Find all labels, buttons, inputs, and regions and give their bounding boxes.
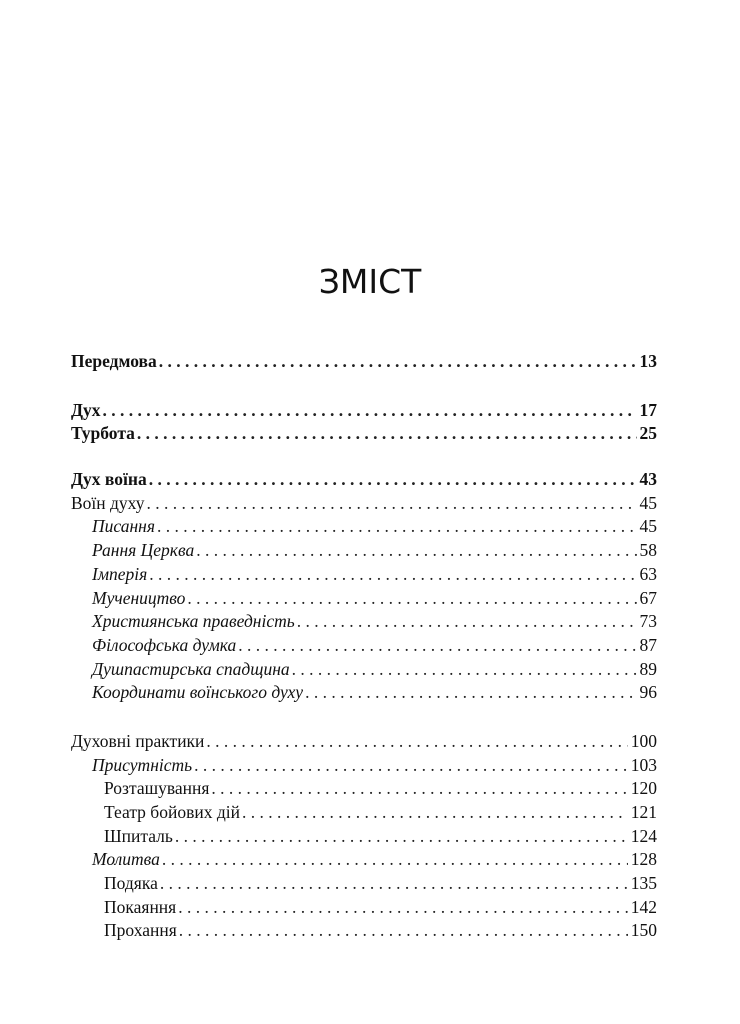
toc-entry[interactable]: [71, 777, 657, 801]
toc-label: Дух воїна: [71, 469, 147, 490]
toc-label: Театр бойових дій: [104, 802, 240, 822]
toc-label: Християнська праведність: [92, 611, 295, 632]
dot-leader: [196, 539, 636, 563]
toc-entry[interactable]: [71, 422, 657, 446]
toc-page: 103: [630, 754, 657, 775]
toc-label: Присутність: [92, 754, 193, 775]
toc-entry[interactable]: [71, 492, 657, 516]
toc-entry[interactable]: [71, 350, 657, 374]
toc-page: 100: [630, 730, 657, 751]
dot-leader: [137, 422, 637, 446]
toc-entry[interactable]: [71, 634, 657, 658]
toc-label: Воїн духу: [71, 492, 145, 513]
dot-leader: [160, 872, 628, 896]
dot-leader: [175, 825, 628, 849]
toc-entry[interactable]: [71, 848, 657, 872]
toc-page: 120: [630, 778, 657, 799]
dot-leader: [238, 634, 636, 658]
dot-leader: [187, 587, 636, 611]
page-title: ЗМІСТ: [318, 262, 422, 301]
toc-page: 43: [639, 469, 657, 490]
toc-label: Турбота: [71, 423, 135, 444]
toc-label: Писання: [92, 516, 155, 537]
table-of-contents: [71, 350, 657, 943]
toc-page: 135: [630, 873, 657, 894]
toc-label: Координати воїнського духу: [92, 682, 304, 703]
dot-leader: [178, 896, 628, 920]
toc-entry[interactable]: [71, 919, 657, 943]
toc-page: 67: [639, 587, 657, 608]
toc-label: Дух: [71, 399, 101, 420]
dot-leader: [149, 563, 636, 587]
toc-entry[interactable]: [71, 539, 657, 563]
dot-leader: [194, 754, 628, 778]
toc-entry[interactable]: [71, 730, 657, 754]
toc-label: Розташування: [104, 778, 210, 799]
dot-leader: [206, 730, 627, 754]
dot-leader: [179, 919, 628, 943]
dot-leader: [147, 492, 637, 516]
toc-label: Духовні практики: [71, 730, 205, 751]
toc-entry[interactable]: [71, 896, 657, 920]
toc-label: Молитва: [92, 849, 160, 870]
toc-label: Покаяння: [104, 896, 177, 917]
toc-page: 73: [639, 611, 657, 632]
toc-page: 150: [630, 920, 657, 941]
toc-entry[interactable]: [71, 825, 657, 849]
toc-entry[interactable]: [71, 658, 657, 682]
toc-label: Мучеництво: [92, 587, 186, 608]
dot-leader: [305, 681, 636, 705]
dot-leader: [157, 515, 637, 539]
toc-page: 45: [639, 516, 657, 537]
dot-leader: [211, 777, 627, 801]
toc-entry[interactable]: [71, 399, 657, 423]
toc-entry[interactable]: [71, 587, 657, 611]
toc-entry[interactable]: [71, 872, 657, 896]
toc-entry[interactable]: [71, 610, 657, 634]
toc-page: 87: [639, 634, 657, 655]
dot-leader: [159, 350, 637, 374]
toc-page: 17: [639, 399, 657, 420]
toc-label: Подяка: [104, 873, 158, 894]
toc-entry[interactable]: [71, 563, 657, 587]
toc-page: 124: [630, 825, 657, 846]
dot-leader: [292, 658, 637, 682]
toc-label: Прохання: [104, 920, 177, 941]
toc-entry[interactable]: [71, 468, 657, 492]
toc-label: Філософська думка: [92, 634, 237, 655]
toc-page: 63: [639, 563, 657, 584]
toc-page: 89: [639, 658, 657, 679]
toc-label: Імперія: [92, 563, 148, 584]
toc-page: 13: [639, 351, 657, 371]
toc-page: 58: [639, 540, 657, 561]
toc-label: Душпастирська спадщина: [92, 658, 290, 679]
toc-label: Шпиталь: [104, 825, 173, 846]
toc-page: 128: [630, 849, 657, 870]
toc-page: 121: [630, 802, 657, 822]
dot-leader: [242, 801, 628, 825]
dot-leader: [162, 848, 628, 872]
toc-entry[interactable]: [71, 681, 657, 705]
toc-label: Рання Церква: [92, 540, 195, 561]
dot-leader: [297, 610, 637, 634]
toc-page: 96: [639, 682, 657, 703]
toc-entry[interactable]: [71, 754, 657, 778]
toc-entry[interactable]: [71, 801, 657, 825]
toc-label: Передмова: [71, 351, 157, 371]
dot-leader: [149, 468, 637, 492]
toc-page: 45: [639, 492, 657, 513]
toc-entry[interactable]: [71, 515, 657, 539]
toc-page: 142: [630, 896, 657, 917]
dot-leader: [103, 399, 637, 423]
toc-page: 25: [639, 423, 657, 444]
